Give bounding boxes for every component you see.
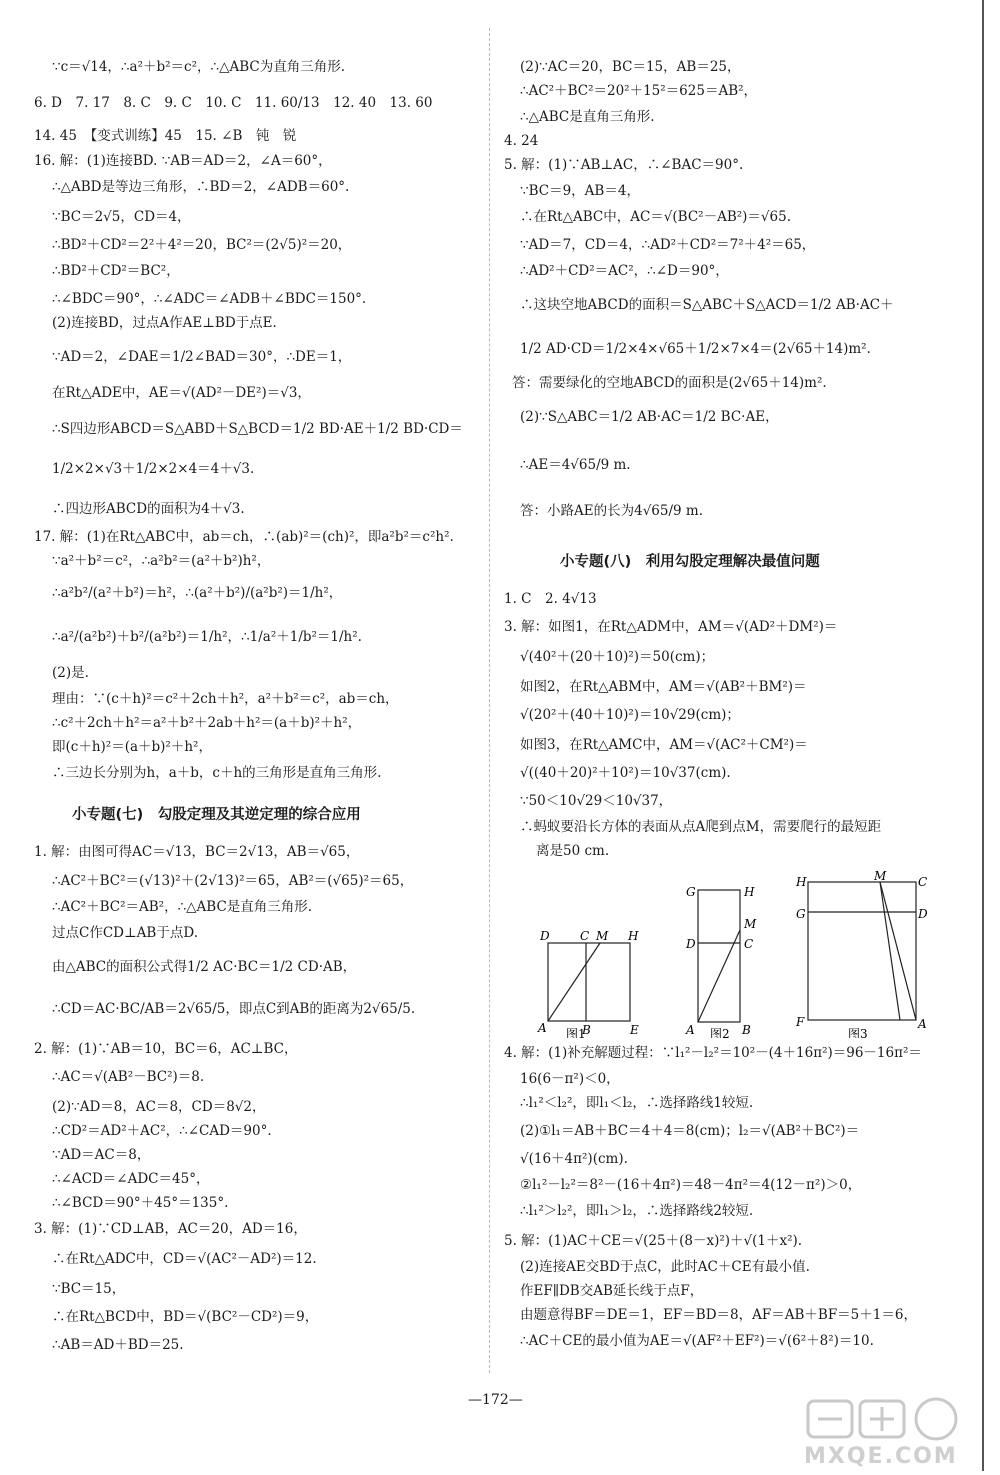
text-line: 17. 解：(1)在Rt△ABC中，ab＝ch，∴(ab)²＝(ch)²，即a²b²＝c²h². <box>34 529 454 545</box>
text-line: ∴c²＋2ch＋h²＝a²＋b²＋2ab＋h²＝(a＋b)²＋h²， <box>52 715 362 731</box>
fig2-path <box>698 930 740 1022</box>
text-line: ∴BD²＋CD²＝2²＋4²＝20，BC²＝(2√5)²＝20， <box>52 237 352 253</box>
text-line: 由△ABC的面积公式得1/2 AC·BC＝1/2 CD·AB， <box>52 959 357 975</box>
fig3-label: F <box>796 1015 805 1029</box>
text-line: ∴∠BCD＝90°＋45°＝135°. <box>52 1195 229 1211</box>
text-line: ∴蚂蚁要沿长方体的表面从点A爬到点M，需要爬行的最短距 <box>520 819 882 835</box>
text-line: ∵AD＝7，CD＝4，∴AD²＋CD²＝7²＋4²＝65， <box>520 237 816 253</box>
text-line: ∴a²b²/(a²＋b²)＝h²，∴(a²＋b²)/(a²b²)＝1/h²， <box>52 585 343 601</box>
fig2-rectangle <box>698 890 740 1022</box>
text-line: ∴在Rt△ABC中，AC＝√(BC²－AB²)＝√65. <box>520 209 792 225</box>
fig1-label: D <box>540 929 550 943</box>
text-line: ∴∠BDC＝90°，∴∠ADC＝∠ADB＋∠BDC＝150°. <box>52 291 367 307</box>
text-line: 理由：∵(c＋h)²＝c²＋2ch＋h²，a²＋b²＝c²，ab＝ch， <box>52 691 399 707</box>
text-line: 6. D 7. 17 8. C 9. C 10. C 11. 60/13 12. 40 13. 60 <box>34 95 433 111</box>
fig3-label: H <box>796 875 807 889</box>
text-line: √(40²＋(20＋10)²)＝50(cm)； <box>520 649 715 665</box>
fig3-rectangle <box>808 882 916 1020</box>
text-line: ∴△ABC是直角三角形. <box>520 109 655 125</box>
text-line: ∴这块空地ABCD的面积＝S△ABC＋S△ACD＝1/2 AB·AC＋ <box>520 297 894 313</box>
figure-2 <box>698 890 740 1022</box>
column-divider <box>489 28 490 1373</box>
text-line: ∵a²＋b²＝c²，∴a²b²＝(a²＋b²)h²， <box>52 553 271 569</box>
text-line: ∴AC²＋BC²＝(√13)²＋(2√13)²＝65，AB²＝(√65)²＝65， <box>52 873 414 889</box>
text-line: 3. 解：(1)∵CD⊥AB，AC＝20，AD＝16， <box>34 1221 307 1237</box>
text-line: ∴△ABD是等边三角形，∴BD＝2，∠ADB＝60°. <box>52 179 350 195</box>
fig2-caption: 图2 <box>710 1027 730 1038</box>
fig1-label: E <box>630 1023 639 1037</box>
text-line: ∵c＝√14，∴a²＋b²＝c²，∴△ABC为直角三角形. <box>52 59 346 75</box>
section-heading: 小专题(八) 利用勾股定理解决最值问题 <box>560 554 820 570</box>
text-line: 作EF∥DB交AB延长线于点F， <box>520 1283 704 1299</box>
text-line: ∴在Rt△ADC中，CD＝√(AC²－AD²)＝12. <box>52 1251 317 1267</box>
text-line: ∴CD²＝AD²＋AC²，∴∠CAD＝90°. <box>52 1123 272 1139</box>
text-line: ∴三边长分别为h，a＋b，c＋h的三角形是直角三角形. <box>52 765 382 781</box>
text-line: 16(6－π²)＜0， <box>520 1071 620 1087</box>
text-line: ∵AD＝2，∠DAE＝1/2∠BAD＝30°，∴DE＝1， <box>52 349 352 365</box>
figures-svg <box>530 868 960 1038</box>
text-line: 1. 解：由图可得AC＝√13，BC＝2√13，AB＝√65， <box>34 844 360 860</box>
fig1-label: M <box>596 929 609 943</box>
fig2-label: D <box>686 937 696 951</box>
text-line: √((40＋20)²＋10²)＝10√37(cm). <box>520 765 731 781</box>
text-line: 1/2 AD·CD＝1/2×4×√65＋1/2×7×4＝(2√65＋14)m². <box>520 341 871 357</box>
text-line: ∴在Rt△BCD中，BD＝√(BC²－CD²)＝9， <box>52 1309 319 1325</box>
text-line: ∵BC＝2√5，CD＝4， <box>52 209 191 225</box>
page-number: —172— <box>468 1392 523 1408</box>
fig1-label: A <box>538 1021 547 1035</box>
text-line: ∴CD＝AC·BC/AB＝2√65/5，即点C到AB的距离为2√65/5. <box>52 1001 416 1017</box>
figure-3 <box>808 882 916 1020</box>
text-line: (2)连接BD，过点A作AE⊥BD于点E. <box>52 315 277 331</box>
text-line: (2)∵S△ABC＝1/2 AB·AC＝1/2 BC·AE， <box>520 409 779 425</box>
text-line: ∴S四边形ABCD＝S△ABD＋S△BCD＝1/2 BD·AE＋1/2 BD·CD＝ <box>52 421 463 437</box>
text-line: 4. 24 <box>504 133 539 149</box>
fig3-label: D <box>918 907 928 921</box>
text-line: ∴AC＋CE的最小值为AE＝√(AF²＋EF²)＝√(6²＋8²)＝10. <box>520 1333 874 1349</box>
text-line: 如图3，在Rt△AMC中，AM＝√(AC²＋CM²)＝ <box>520 737 808 753</box>
text-line: 即(c＋h)²＝(a＋b)²＋h²， <box>52 739 212 755</box>
text-line: ∴四边形ABCD的面积为4＋√3. <box>52 501 245 517</box>
text-line: (2)是. <box>52 665 89 681</box>
text-line: 14. 45 【变式训练】45 15. ∠B 钝 锐 <box>34 128 297 144</box>
geometry-figures <box>530 868 960 1038</box>
fig2-label: H <box>744 885 755 899</box>
text-line: 5. 解：(1)∵AB⊥AC，∴∠BAC＝90°. <box>504 157 744 173</box>
text-line: 答：小路AE的长为4√65/9 m. <box>520 503 703 519</box>
text-line: 2. 解：(1)∵AB＝10，BC＝6，AC⊥BC， <box>34 1041 298 1057</box>
text-line: ∴AC²＋BC²＝20²＋15²＝625＝AB²， <box>520 83 758 99</box>
text-line: 如图2，在Rt△ABM中，AM＝√(AB²＋BM²)＝ <box>520 679 807 695</box>
fig1-caption: 图1 <box>566 1027 586 1038</box>
text-line: ∵BC＝9，AB＝4， <box>520 183 640 199</box>
fig1-path <box>548 943 600 1021</box>
fig3-caption: 图3 <box>848 1027 868 1038</box>
text-line: ∴∠ACD＝∠ADC＝45°， <box>52 1171 210 1187</box>
fig2-label: A <box>686 1023 695 1037</box>
section-heading: 小专题(七) 勾股定理及其逆定理的综合应用 <box>72 807 361 823</box>
text-line: √(16＋4π²)(cm). <box>520 1151 628 1167</box>
text-line: 3. 解：如图1，在Rt△ADM中，AM＝√(AD²＋DM²)＝ <box>504 619 838 635</box>
fig3-label: M <box>874 869 887 883</box>
fig3-path <box>880 882 916 1020</box>
watermark-logo <box>790 1395 980 1471</box>
text-line: 离是50 cm. <box>536 843 610 859</box>
fig1-rectangle <box>548 943 630 1021</box>
text-line: ∴BD²＋CD²＝BC²， <box>52 263 180 279</box>
text-line: 4. 解：(1)补充解题过程：∵l₁²－l₂²＝10²－(4＋16π²)＝96－16π²＝ <box>504 1045 922 1061</box>
fig1-label: H <box>628 929 639 943</box>
page-edge <box>982 0 984 1471</box>
fig3-label: A <box>918 1017 927 1031</box>
text-line: ∴l₁²＜l₂²，即l₁＜l₂，∴选择路线1较短. <box>520 1095 754 1111</box>
figure-1 <box>548 943 630 1021</box>
text-line: 过点C作CD⊥AB于点D. <box>52 925 198 941</box>
text-line: ∵AD＝AC＝8， <box>52 1147 151 1163</box>
fig2-label: B <box>742 1023 751 1037</box>
text-line: ∴l₁²＞l₂²，即l₁＞l₂，∴选择路线2较短. <box>520 1203 754 1219</box>
fig2-label: G <box>686 885 696 899</box>
text-line: (2)连接AE交BD于点C，此时AC＋CE有最小值. <box>520 1259 810 1275</box>
text-line: ∴AE＝4√65/9 m. <box>520 457 631 473</box>
text-line: ∴a²/(a²b²)＋b²/(a²b²)＝1/h²，∴1/a²＋1/b²＝1/h². <box>52 629 362 645</box>
text-line: 5. 解：(1)AC＋CE＝√(25＋(8－x)²)＋√(1＋x²). <box>504 1233 803 1249</box>
text-line: (2)∵AC＝20，BC＝15，AB＝25， <box>520 59 741 75</box>
text-line: 由题意得BF＝DE＝1，EF＝BD＝8，AF＝AB＋BF＝5＋1＝6， <box>520 1307 917 1323</box>
text-line: ∴AD²＋CD²＝AC²，∴∠D＝90°， <box>520 263 729 279</box>
fig1-label: C <box>580 929 590 943</box>
fig2-label: C <box>744 937 754 951</box>
text-line: ②l₁²－l₂²＝8²－(16＋4π²)＝48－4π²＝4(12－π²)＞0， <box>520 1177 862 1193</box>
fig3-label: G <box>796 907 806 921</box>
text-line: ∵50＜10√29＜10√37， <box>520 793 673 809</box>
text-line: 1/2×2×√3＋1/2×2×4＝4＋√3. <box>52 461 255 477</box>
fig3-label: C <box>918 875 928 889</box>
fig2-label: M <box>744 917 757 931</box>
text-line: ∵BC＝15， <box>52 1281 126 1297</box>
fig3-path-2 <box>880 882 900 1020</box>
text-line: ∴AB＝AD＋BD＝25. <box>52 1337 184 1353</box>
text-line: 16. 解：(1)连接BD. ∵AB＝AD＝2，∠A＝60°， <box>34 153 332 169</box>
text-line: ∴AC²＋BC²＝AB²，∴△ABC是直角三角形. <box>52 899 313 915</box>
fig1-label: B <box>582 1023 591 1037</box>
text-line: 答：需要绿化的空地ABCD的面积是(2√65＋14)m². <box>512 375 827 391</box>
text-line: 在Rt△ADE中，AE＝√(AD²－DE²)＝√3， <box>52 385 311 401</box>
text-line: (2)①l₁＝AB＋BC＝4＋4＝8(cm)；l₂＝√(AB²＋BC²)＝ <box>520 1123 860 1139</box>
text-line: 1. C 2. 4√13 <box>504 591 597 607</box>
text-line: ∴AC＝√(AB²－BC²)＝8. <box>52 1069 205 1085</box>
svg-text:MXQE.COM: MXQE.COM <box>804 1444 958 1469</box>
text-line: √(20²＋(40＋10)²)＝10√29(cm)； <box>520 707 740 723</box>
text-line: (2)∵AD＝8，AC＝8，CD＝8√2， <box>52 1099 266 1115</box>
